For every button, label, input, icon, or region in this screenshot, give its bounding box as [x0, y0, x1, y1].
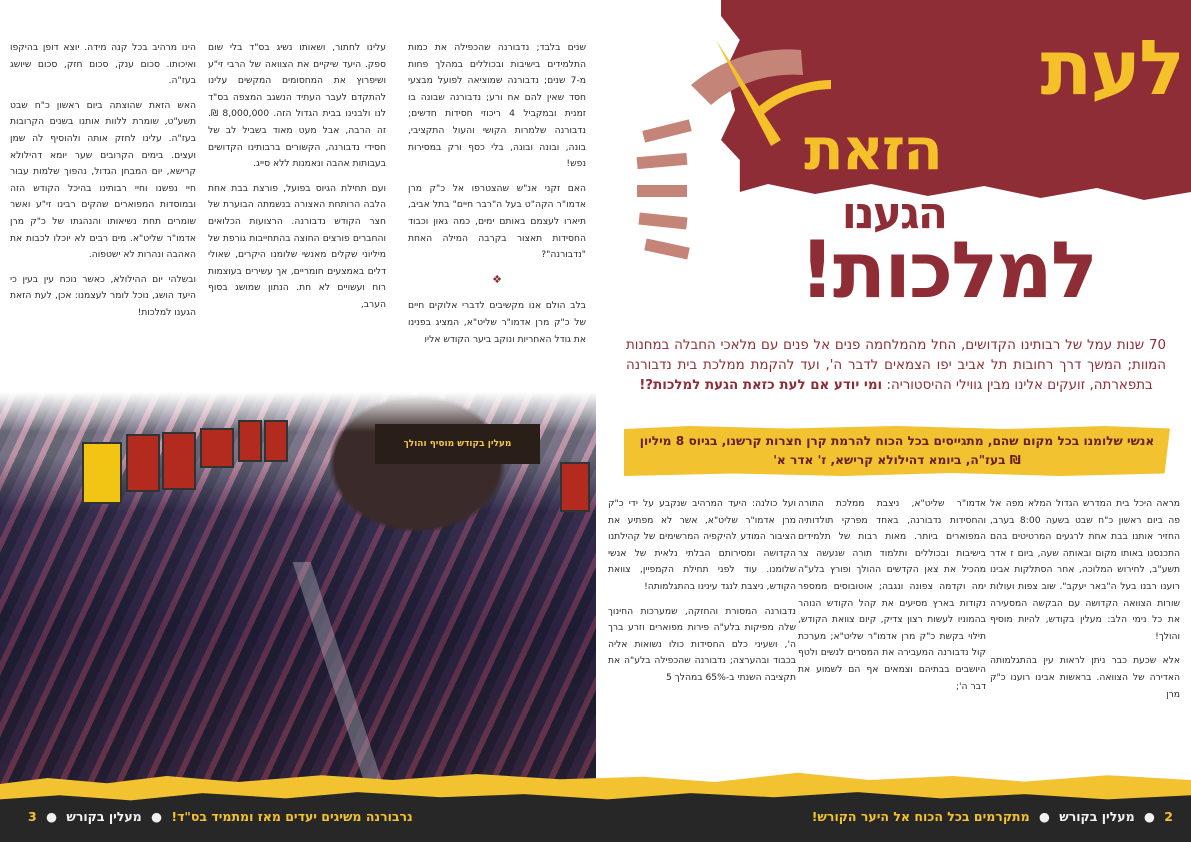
intro-text: 70 שנות עמל של רבותינו הקדושים, החל מהמלחמה פנים אל פנים עם מלאכי החבלה במחנות המוות; המשך דרך רחובות תל אביב יפו הצמאים לדבר ה', ועד להקמת ממלכת בית נדבורנה בתפארתה, זועקים אלינו מבין גווילי ההיסטוריה: — [626, 338, 1166, 393]
paragraph: ובשלהי יום ההילולא, כאשר נוכח עין בעין כי היעד הושג, נוכל לומר לעצמנו: אכן, לעת הזאת הגענו למלכות! — [10, 273, 196, 318]
title-line-3: הגענו — [841, 188, 946, 239]
paragraph: הינו מרהיב בכל קנה מידה. יוצא דופן בהיקפו ואיכותו. סכום ענק, סכום חזק, סכום שיושג בעז"ה. — [10, 42, 196, 87]
event-hall-photo — [0, 392, 596, 790]
right-column-2 — [798, 496, 986, 703]
left-page-footer — [28, 809, 413, 824]
left-column-3 — [10, 40, 196, 330]
bullet-icon: ● — [46, 809, 57, 824]
paragraph: מראה היכל בית המדרש הגדול המלא מפה אל פה ביום ראשון כ"ח שבט בשעה 8:00 בערב, החזיר אותנו בבת אחת לרגעים המרטיטים בהם התכנסנו באותו מקום ובאותה שעה, ביום ז אדר תשע"ב, לחירוש המלוכה, אחר הסתלקות אבינו רוענו רבנו בעל ה"באר יעקב". שוב צפות ועולות שורות הצוואה הקדושה עם הבקשה המסעירה את כל נימי הלב: מעלין בקודש, להיות מוסיף והולך! — [990, 498, 1181, 642]
bullet-icon: ● — [151, 809, 163, 824]
callout-text: אנשי שלומנו בכל מקום שהם, מתגייסים בכל הכוח להרמת קרן חצרות קרשנו, בגיוס 8 מיליון ₪ בעז"ה, ביומא דהילולא קרישא, ז' אדר א' — [639, 434, 1155, 467]
paragraph: בלב הולם אנו מקשיבים לדברי אלוקים חיים של כ"ק מרן אדמו"ר שליט"א, המציג בפנינו את גודל האחריות ונוקב ביער הקודש אליו — [408, 300, 586, 345]
right-column-1 — [990, 496, 1180, 711]
footer-section: מעלין בקורש — [1059, 809, 1135, 824]
bullet-icon: ● — [1038, 809, 1050, 824]
paragraph: ועל כולנה: היעד המרהיב שנקבע על ידי כ"ק מרן אדמו"ר שליט"א, אשר לא מפתיע את הציבור המודע להיקפיה המרשימים של קהילתנו הקדושה ומסירותם הבלתי נלאית של אנשי שלומנו. עוד לפני תחילת הקמפיין, צוואת הקודש, ניצבת לנגד עינינו בהתגלמותה! — [608, 498, 796, 592]
paragraph: נדבורנה המסורת והחזקה, שמערכות החינוך שלה מפיקות בלע"ה פירות מפוארים וזרע ברך ה', ושעיני כלם החסידות כולו נשואות אליה בכבוד ובהערצה; נדבורנה שהכפילה בלע"ה את תקציבה השנתי ב-65% במהלך 5 — [608, 605, 796, 683]
paragraph: אלא שכעת כבר ניתן לראות עין בהתגלמותה האדירה של הצוואה. בראשות אבינו רוענו כ"ק מרן — [990, 655, 1180, 700]
left-column-2 — [208, 40, 386, 322]
paragraph: ועם תחילת הגיוס בפועל, פורצת בבת אחת הלבה הרותחת האצורה בנשמתה הבוערת של חצר הקודש נדבורנה. הרצועות הכלואים והחברים פורצים החוצה בהתחייבות גורפת של מיליוני שקלים מאנשי שלומנו היקרים, שאולי דלים באמצעים חומריים, אך עשירים בעוצמות רוח ועשויים לא חת. הנתון שמושג בסוף הערב, — [208, 182, 386, 310]
right-page-footer — [812, 809, 1173, 824]
right-column-3 — [608, 496, 796, 695]
intro-emphasis: ומי יודע אם לעת כזאת הגעת למלכות?! — [639, 378, 883, 393]
title-line-1: לעת — [1040, 23, 1183, 112]
intro-paragraph — [626, 336, 1166, 396]
poster — [264, 420, 288, 462]
poster — [126, 434, 160, 492]
ornament-icon: ❖ — [492, 272, 502, 286]
paragraph: שנים בלבד; נדבורנה שהכפילה את כמות התלמידים בישיבות ובכוללים במהלך פחות מ-7 שנים; נדבורנה שמוציאה לפועל מבצעי חסד שאין להם אח ורע; נדבורנה שבונה בו זמנית ובמקביל 4 ריכוזי חסידות חדשים; נדבורנה שלמרות הקושי והעול התקציבי, בונה, ובונה ובונה, בלי כסף ורק במסירות נפש! — [408, 42, 586, 170]
poster — [162, 432, 196, 490]
right-page — [596, 0, 1191, 842]
title-line-2: הזאת — [804, 115, 941, 183]
left-column-1 — [408, 40, 586, 356]
poster — [200, 428, 234, 468]
page-number: 2 — [1164, 809, 1173, 824]
poster — [82, 442, 122, 504]
bullet-icon: ● — [1144, 809, 1155, 824]
page-number: 3 — [28, 809, 37, 824]
poster — [560, 462, 590, 512]
paragraph: עלינו לחתור, ושאותו נשיג בס"ד בלי שום ספק. היעד שיקיים את הצוואה של הרבי זי"ע ושיפרוץ את המחסומים המקשים עלינו להתקדם לעבר העתיד הנשגב המצפה בס"ד לנו ולבנינו בבית הגדול הזה. 8,000,000 ₪. זה הרבה, אבל מעט מאוד בשביל לב של חסידי נדבורנה, הקשורים ברבותינו הקדושים בעבותות אהבה ונאמנות ללא סייג. — [208, 42, 386, 170]
aisle — [293, 562, 386, 792]
poster — [238, 420, 262, 462]
paragraph: אדמו"ר שליט"א, ניצבת ממלכת התורה והחסידות נדבורנה, באחד מפרקי תולדותיה המפוארים ביותר. מאות רבות של תלמידים בישיבות ובכוללים ותלמוד תורה שנעשה צר מהכיל את צאן הקדשים ההולך ופורץ בלע"ה ימה וקדמה צפונה ונגבה; אוטובוסים ממספר נקודות בארץ מסיעים את קהל הקודש הנוהר בהמוניו לעשות רצון צדיק, קיום צוואת הקודש, תילוי בקשת כ"ק מרן אדמו"ר שליט"א; מערכת קול נדבורנה המעבירה את המסרים לנשים ולטף היושבים בבתיהם וצמאים אף הם לשמוע את דבר ה'; — [798, 498, 986, 692]
footer-section: מעלין בקורש — [66, 809, 142, 824]
stage-banner: מעלין בקודש מוסיף והולך — [375, 424, 540, 464]
title-line-4: למלכות! — [799, 226, 1096, 316]
footer-headline: נרבורנה משיגים יעדים מאז ומתמיד בס"ד! — [171, 809, 413, 824]
paragraph: האם זקני אנ"ש שהצטרפו אל כ"ק מרן אדמו"ר הקה"ט בעל ה"רבר חיים" בתל אביב, תיארו לעצמם באותם ימים, כמה גאון וכבוד החסידות תאצור בקרבה המילה האחת "נדבורנה"? — [408, 182, 586, 261]
footer-headline: מתקרמים בכל הכוח אל היער הקורש! — [811, 809, 1030, 824]
paragraph: האש הזאת שהוצתה ביום ראשון כ"ח שבט תשע"ט, שומרת ללוות אותנו בשנים הקרובות בעז"ה. עלינו לחזק אותה ולהוסיף לה שמן ועצים. בימים הקרובים שער יומא דהילולא קרישא, יום המבחן הגדול, נהפוך שלמות עבור חיי נפשנו וחיי רבותינו בהיכל הקודש הזה ובמוסדות המפוארים שהקים רבינו זי"ע ואשר שומרים תחת נשיאותו והנהגתו של כ"ק מרן אדמו"ר שליט"א. מים רבים לא יוכלו לכבות את האהבה ונהרות לא ישטפוה. — [10, 99, 196, 261]
